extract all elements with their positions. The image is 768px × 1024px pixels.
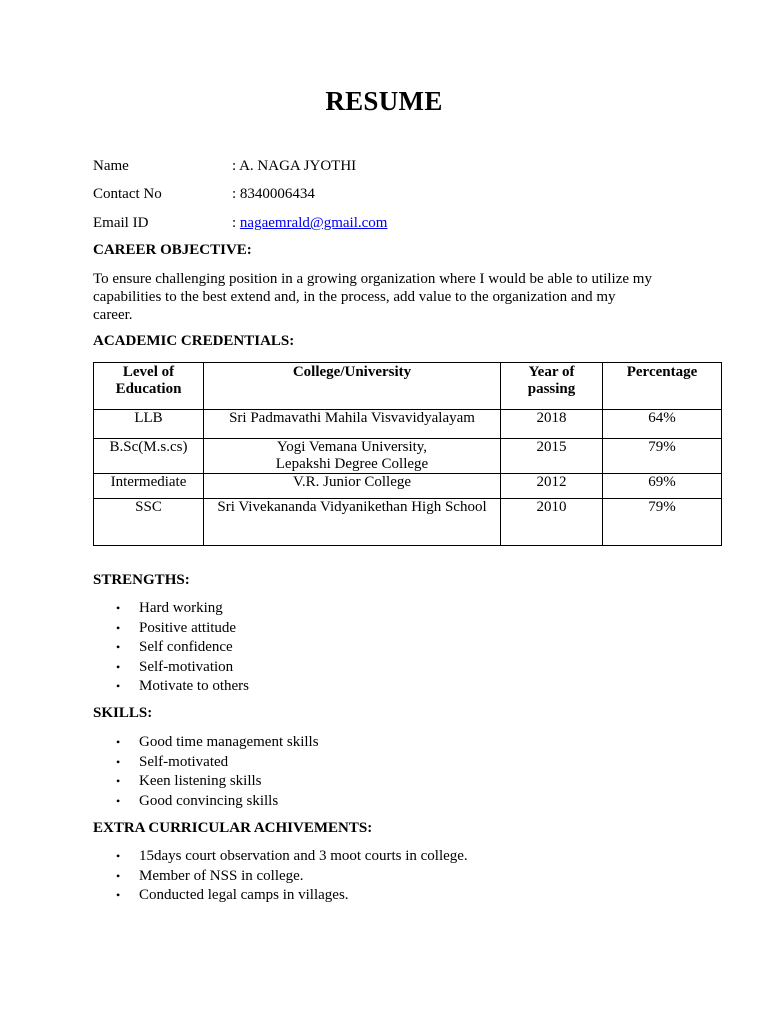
cell-percentage: 79%	[603, 439, 722, 474]
cell-percentage: 64%	[603, 410, 722, 439]
list-item	[113, 867, 468, 887]
career-objective-heading: CAREER OBJECTIVE:	[93, 242, 252, 258]
table-row	[94, 410, 722, 439]
list-item-text: Self-motivated	[139, 753, 229, 770]
cell-level: SSC	[94, 499, 204, 546]
email-link[interactable]: nagaemrald@gmail.com	[239, 215, 388, 231]
table-row	[94, 474, 722, 499]
header-year	[501, 363, 603, 410]
list-item	[113, 886, 468, 906]
list-item-text: Good convincing skills	[139, 792, 279, 809]
bullet-icon: •	[116, 735, 121, 749]
header-level-line-2: Education	[115, 381, 182, 397]
bullet-icon: •	[116, 754, 121, 769]
header-level	[94, 363, 204, 410]
list-item	[113, 638, 249, 658]
cell-level: Intermediate	[94, 474, 204, 499]
cell-level: LLB	[94, 410, 204, 439]
list-item-text: Conducted legal camps in villages.	[139, 887, 349, 903]
cell-college: Sri Vivekananda Vidyanikethan High School	[204, 499, 501, 546]
list-item-text: 15days court observation and 3 moot courts in college.	[139, 848, 468, 864]
contact-label: Contact No	[93, 186, 162, 202]
table-row	[94, 499, 722, 546]
cell-level: B.Sc(M.s.cs)	[94, 439, 204, 474]
list-item-text: Hard working	[139, 600, 223, 616]
cell-year: 2015	[501, 439, 603, 474]
career-line-3: career.	[93, 307, 133, 323]
cell-percentage: 79%	[603, 499, 722, 546]
bullet-icon: •	[116, 793, 121, 808]
list-item	[113, 677, 249, 697]
list-item	[113, 753, 319, 773]
table-row	[94, 439, 722, 474]
skills-list	[113, 733, 319, 811]
header-year-line-2: passing	[527, 381, 576, 397]
cell-year: 2010	[501, 499, 603, 546]
career-line-1: To ensure challenging position in a growing organization where I would be able to utilize my	[93, 271, 652, 287]
page-title: RESUME	[325, 86, 443, 116]
list-item	[113, 599, 249, 619]
career-objective-text	[93, 270, 693, 324]
career-line-2: capabilities to the best extend and, in the process, add value to the organization and my	[93, 289, 616, 305]
bullet-icon: •	[116, 620, 121, 635]
academic-heading: ACADEMIC CREDENTIALS:	[93, 333, 295, 349]
email-row	[232, 215, 387, 232]
header-year-line-1: Year of	[528, 364, 575, 380]
list-item	[113, 792, 319, 812]
strengths-list	[113, 599, 249, 697]
list-item	[113, 619, 249, 639]
cell-year: 2012	[501, 474, 603, 499]
list-item-text: Keen listening skills	[139, 773, 262, 789]
list-item-text: Motivate to others	[139, 678, 249, 694]
skills-heading: SKILLS:	[93, 705, 153, 721]
cell-college: Sri Padmavathi Mahila Visvavidyalayam	[204, 410, 501, 439]
bullet-icon: •	[116, 659, 121, 674]
strengths-heading: STRENGTHS:	[93, 572, 190, 588]
list-item	[113, 772, 319, 792]
bullet-icon: •	[116, 774, 121, 788]
list-item-text: Member of NSS in college.	[139, 867, 304, 884]
header-college: College/University	[204, 363, 501, 410]
bullet-icon: •	[116, 601, 121, 615]
list-item	[113, 847, 468, 867]
list-item	[113, 733, 319, 753]
cell-college-line-2: Lepakshi Degree College	[275, 456, 429, 472]
name-label: Name	[93, 158, 129, 174]
list-item-text: Positive attitude	[139, 619, 237, 636]
cell-year: 2018	[501, 410, 603, 439]
extra-curricular-heading: EXTRA CURRICULAR ACHIVEMENTS:	[93, 820, 373, 836]
table-header-row	[94, 363, 722, 410]
contact-value: : 8340006434	[232, 186, 315, 202]
bullet-icon: •	[116, 888, 121, 902]
cell-percentage: 69%	[603, 474, 722, 499]
cell-college: V.R. Junior College	[204, 474, 501, 499]
list-item-text: Good time management skills	[139, 734, 319, 750]
bullet-icon: •	[116, 868, 121, 883]
bullet-icon: •	[116, 849, 121, 863]
list-item	[113, 658, 249, 678]
name-value: : A. NAGA JYOTHI	[232, 158, 357, 174]
bullet-icon: •	[116, 640, 121, 654]
list-item-text: Self confidence	[139, 639, 233, 655]
list-item-text: Self-motivation	[139, 658, 234, 675]
email-label: Email ID	[93, 215, 149, 231]
extra-curricular-list	[113, 847, 468, 906]
email-prefix: :	[232, 215, 240, 231]
cell-college-line-1: Yogi Vemana University,	[276, 439, 428, 455]
header-level-line-1: Level of	[122, 364, 175, 380]
header-percentage: Percentage	[603, 363, 722, 410]
cell-college	[204, 439, 501, 474]
bullet-icon: •	[116, 679, 121, 693]
academic-table	[93, 362, 722, 546]
